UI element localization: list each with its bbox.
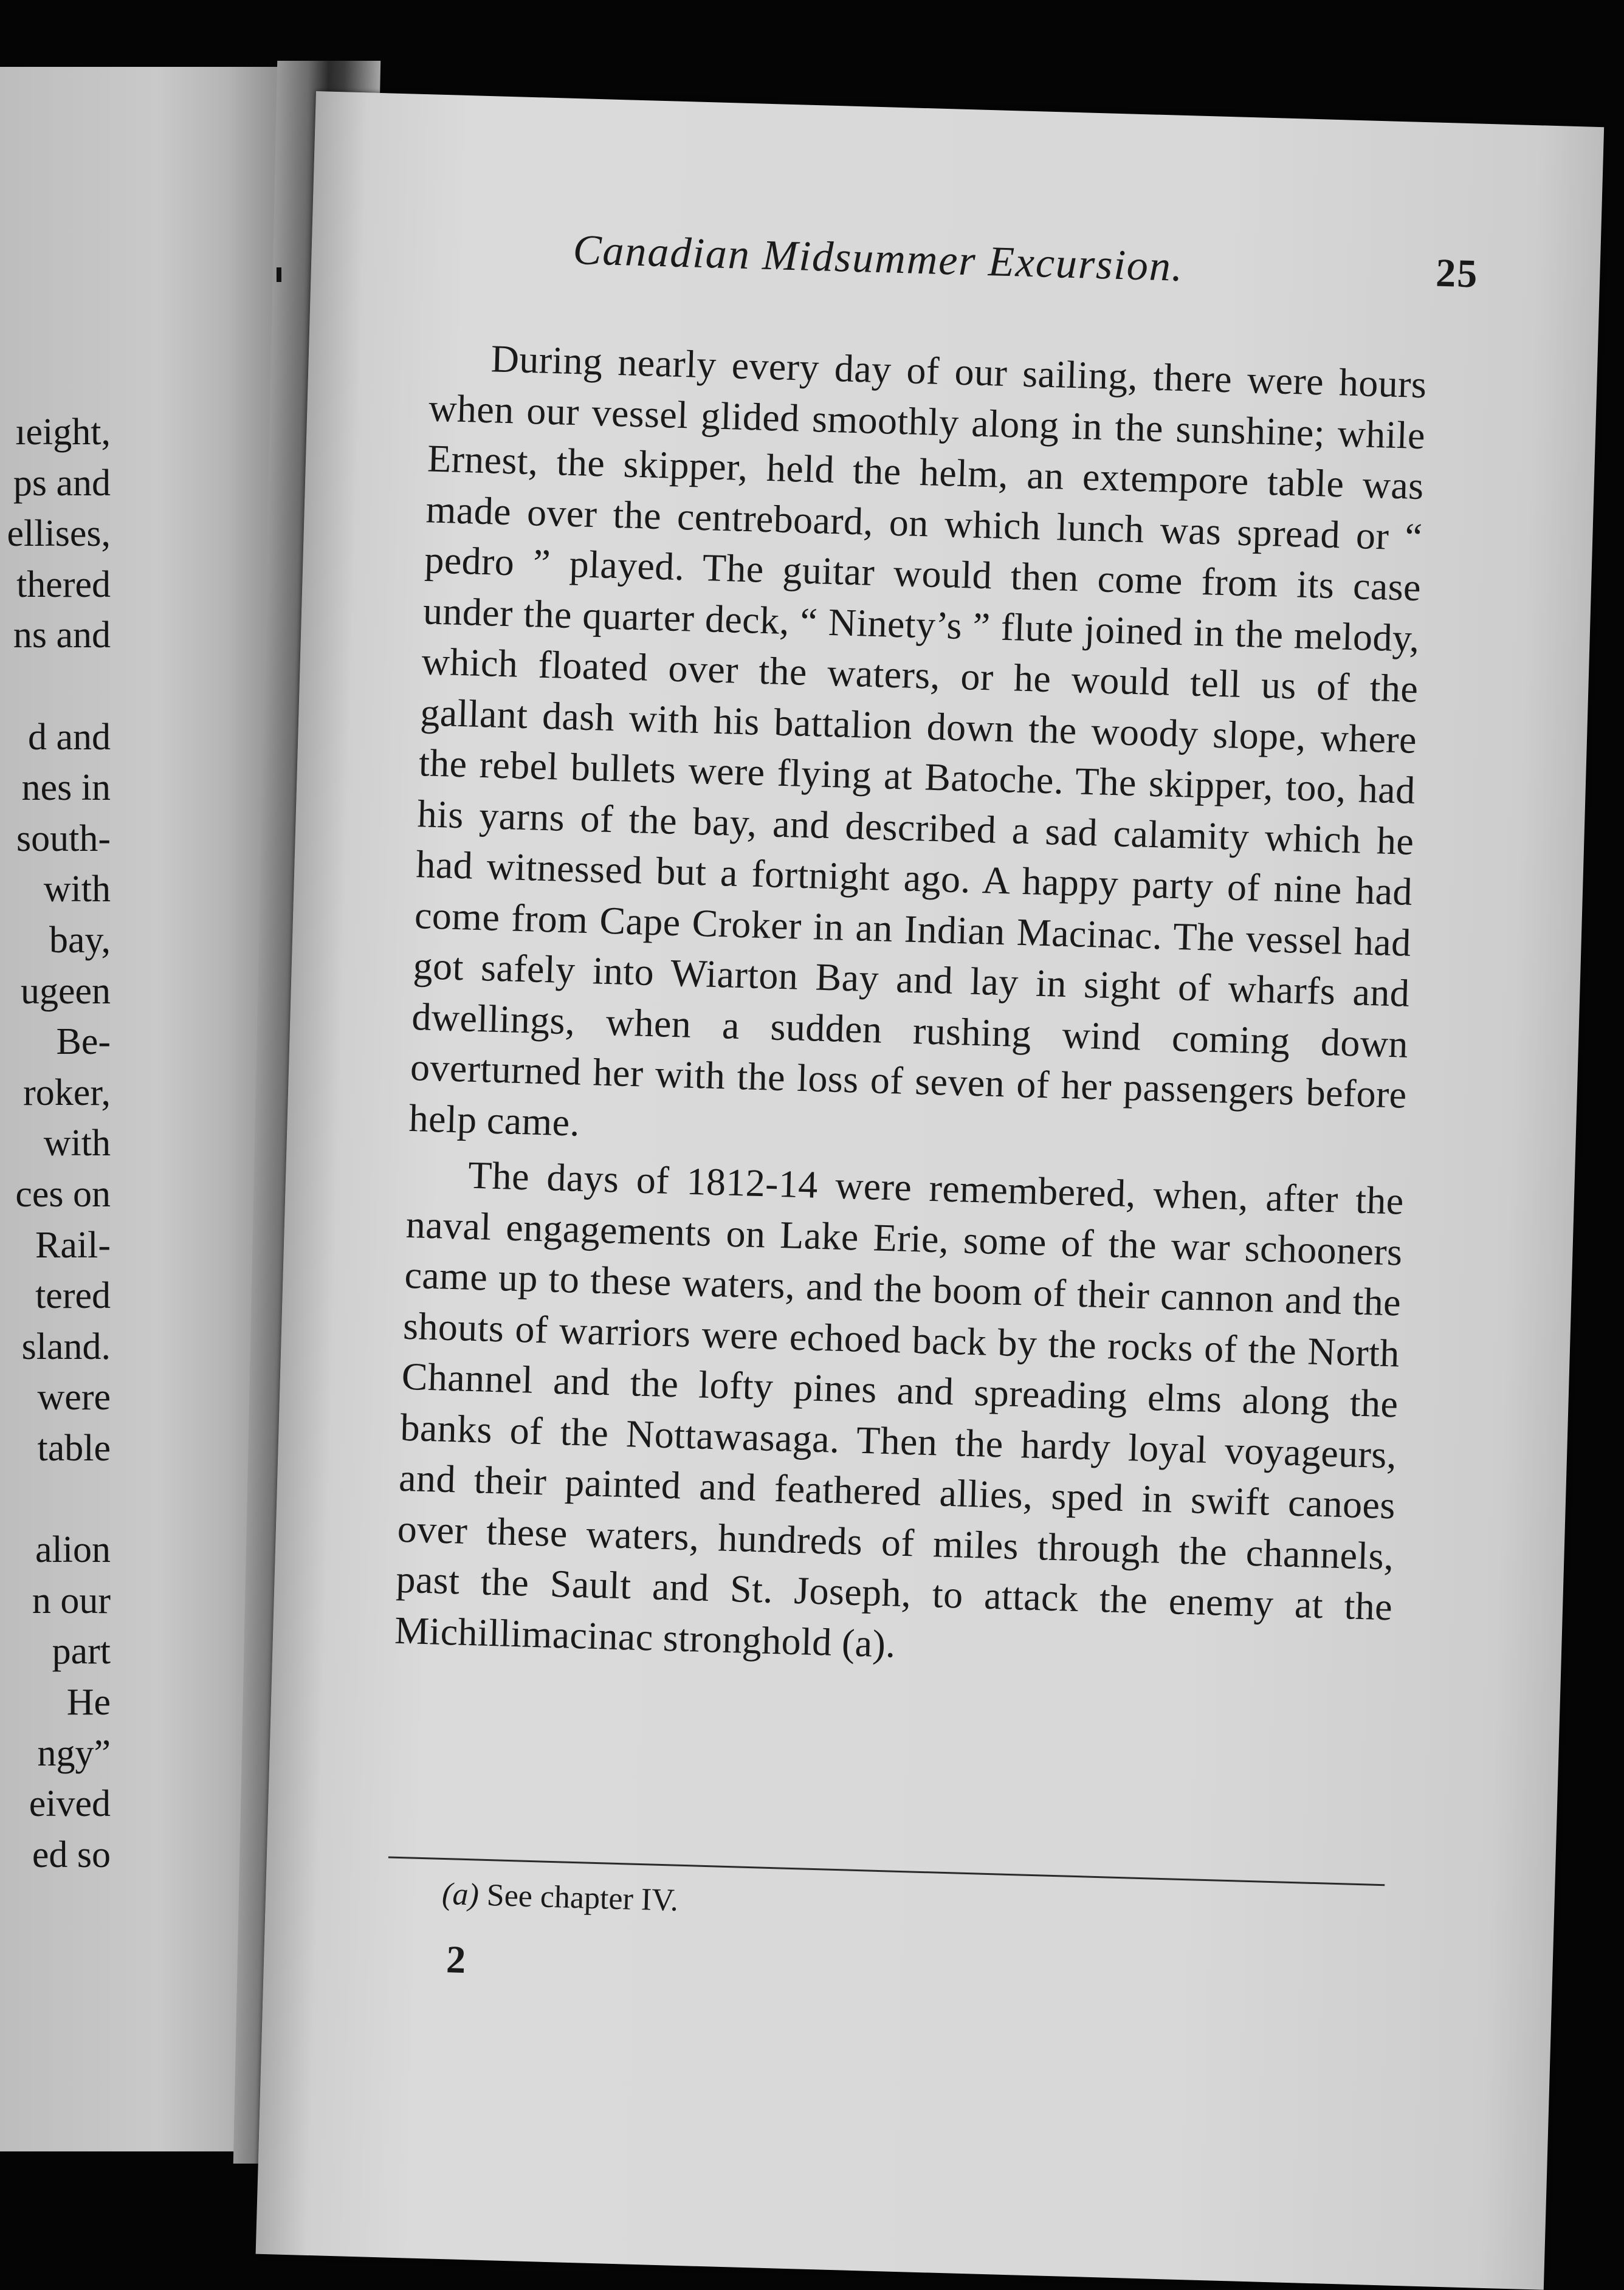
paragraph-2: The days of 1812-14 were remembered, when, after the naval engagements on Lake Erie, some of the war schooners came up to these waters, and the boom of their cannon and the shouts of warriors were echoed back by the rocks of the North Channel and the lofty pines and spreading elms along the banks of the Nottawasaga. Then the hardy loyal voyageurs, and their painted and feathered allies, sped in swift canoes over these waters, hundreds of miles through the channels, past the Sault and St. Joseph, to attack the enemy at the Michillimacinac stronghold (a).	[394, 1153, 1405, 1666]
running-head	[445, 222, 1479, 304]
left-page-line: roker,	[23, 1071, 111, 1113]
footnote	[441, 1876, 678, 1919]
left-page-line: d and	[27, 716, 111, 758]
left-page-line: ed so	[32, 1834, 111, 1876]
left-page-line: He	[66, 1682, 111, 1723]
left-page-line: ugeen	[20, 970, 111, 1012]
left-page-line: bay,	[49, 920, 111, 961]
running-head-title: Canadian Midsummer Excursion.	[572, 226, 1185, 291]
left-page-line: Rail-	[35, 1224, 111, 1266]
left-page-line: table	[37, 1428, 111, 1469]
gutter-mark	[277, 267, 281, 282]
left-page-line: ns and	[13, 614, 111, 656]
left-page-line: ngy”	[37, 1732, 111, 1774]
right-page	[256, 91, 1605, 2290]
page-number: 25	[1435, 250, 1479, 297]
left-page-line: Be-	[56, 1021, 111, 1063]
footnote-text: See chapter IV.	[486, 1878, 679, 1918]
left-page-line: were	[37, 1377, 111, 1418]
left-page-line: with	[43, 868, 111, 910]
left-page-line: with	[43, 1123, 111, 1164]
left-page-line: ıeight,	[15, 411, 111, 453]
left-page-line: n our	[32, 1580, 111, 1621]
body-text	[394, 331, 1427, 1683]
left-page-line: ces on	[15, 1174, 111, 1215]
signature-mark: 2	[446, 1938, 467, 1982]
left-page-line: tered	[35, 1275, 111, 1317]
left-page-line: ellises,	[7, 513, 111, 555]
left-page-line: sland.	[21, 1326, 111, 1367]
left-page-line: south-	[16, 817, 111, 859]
left-page-line: alion	[35, 1529, 111, 1571]
left-page-line: ps and	[13, 462, 111, 504]
footnote-mark: (a)	[441, 1876, 480, 1913]
left-page-line: thered	[16, 563, 111, 605]
paragraph-1: During nearly every day of our sailing, there were hours when our vessel glided smoothly along in the sunshine; while Ernest, the skipper, held the helm, an extempore table was made over the centreboard, on which lunch was spread or “ pedro ” played. The guitar would then come from its case under the quarter deck, “ Ninety’s ” flute joined in the melody, which floated over the waters, or he would tell us of the gallant dash with his battalion down the woody slope, where the rebel bullets were flying at Batoche. The skipper, too, had his yarns of the bay, and described a sad calamity which he had witnessed but a fortnight ago. A happy party of nine had come from Cape Croker in an Indian Macinac. The vessel had got safely into Wiarton Bay and lay in sight of wharfs and dwellings, when a sudden rushing wind coming down overturned her with the loss of seven of her passengers before help came.	[408, 337, 1428, 1144]
left-page-line: part	[52, 1631, 111, 1673]
left-page-line: eived	[29, 1783, 111, 1825]
left-page-line: nes in	[21, 767, 111, 809]
